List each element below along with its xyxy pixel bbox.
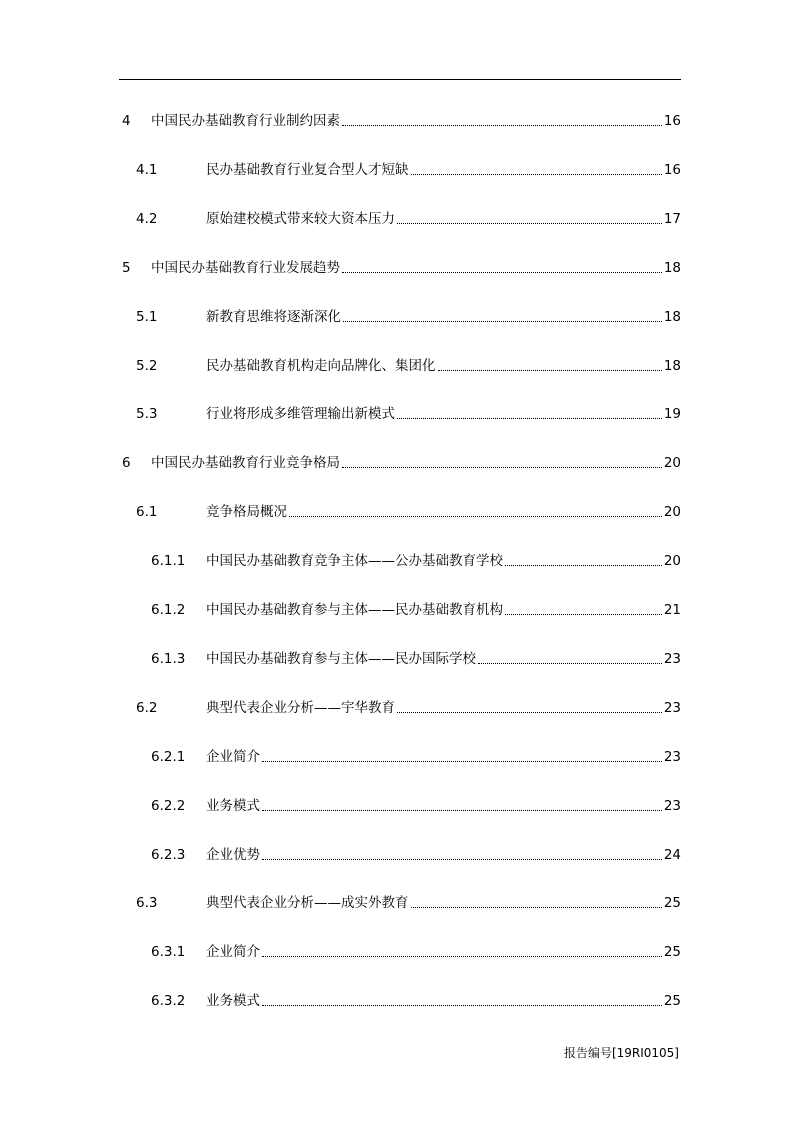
dot-leader [262, 810, 662, 811]
toc-entry-number: 5.2 [136, 357, 158, 374]
toc-entry-title: 业务模式 [206, 797, 260, 814]
toc-entry[interactable] [122, 108, 681, 130]
toc-entry-number: 5.1 [136, 308, 158, 325]
dot-leader [342, 467, 662, 468]
toc-entry-number: 6 [122, 455, 131, 472]
toc-entry-number: 5.3 [136, 406, 158, 423]
toc-entry-page: 18 [663, 259, 681, 276]
toc-entry-title: 行业将形成多维管理输出新模式 [206, 406, 395, 423]
toc-entry[interactable] [136, 401, 681, 423]
toc-entry[interactable] [151, 988, 681, 1010]
dot-leader [397, 223, 662, 224]
toc-entry[interactable] [136, 695, 681, 717]
toc-entry-number: 4.1 [136, 161, 158, 178]
toc-entry-title: 中国民办基础教育参与主体——民办基础教育机构 [206, 602, 503, 618]
dot-leader [262, 761, 662, 762]
toc-entry[interactable] [136, 499, 681, 521]
toc-entry-page: 18 [663, 308, 681, 325]
toc-entry[interactable] [151, 548, 681, 570]
dot-leader [262, 1005, 662, 1006]
toc-entry-title: 企业优势 [206, 846, 260, 863]
toc-entry-page: 25 [663, 993, 681, 1010]
toc-entry-title: 中国民办基础教育竞争主体——公办基础教育学校 [206, 553, 503, 570]
dot-leader [343, 321, 662, 322]
toc-entry[interactable] [151, 646, 681, 668]
toc-entry-page: 19 [663, 406, 681, 423]
toc-entry[interactable] [151, 793, 681, 815]
top-rule [119, 79, 681, 80]
dot-leader [262, 956, 662, 957]
toc-entry-number: 6.3.1 [151, 944, 186, 961]
toc-entry[interactable] [151, 842, 681, 864]
toc-entry[interactable] [151, 939, 681, 961]
toc-entry-number: 5 [122, 259, 131, 276]
toc-entry-page: 20 [663, 455, 681, 472]
toc-entry-number: 6.3 [136, 895, 158, 912]
toc-entry-page: 25 [663, 944, 681, 961]
toc-entry[interactable] [151, 597, 681, 619]
toc-entry-number: 6.2 [136, 699, 158, 716]
toc-entry-title: 原始建校模式带来较大资本压力 [206, 210, 395, 227]
toc-entry[interactable] [151, 744, 681, 766]
dot-leader [397, 712, 662, 713]
dot-leader [342, 125, 662, 126]
toc-entry-title: 业务模式 [206, 993, 260, 1010]
dot-leader [478, 663, 662, 664]
toc-entry[interactable] [136, 206, 681, 228]
dot-leader [505, 565, 662, 566]
toc-entry-title: 中国民办基础教育行业制约因素 [151, 113, 340, 129]
toc-entry-title: 典型代表企业分析——宇华教育 [206, 699, 395, 716]
toc-entry-title: 中国民办基础教育行业竞争格局 [151, 455, 340, 472]
toc-entry-page: 23 [663, 699, 681, 716]
toc-entry-title: 中国民办基础教育参与主体——民办国际学校 [206, 650, 476, 667]
toc-entry-title: 民办基础教育行业复合型人才短缺 [206, 161, 409, 178]
toc-entry-page: 23 [663, 797, 681, 814]
toc-entry-page: 25 [663, 895, 681, 912]
dot-leader [289, 516, 662, 517]
toc-entry-title: 新教育思维将逐渐深化 [206, 308, 341, 325]
toc-entry-title: 民办基础教育机构走向品牌化、集团化 [206, 357, 436, 374]
toc-entry-number: 6.2.2 [151, 797, 186, 814]
dot-leader [411, 174, 662, 175]
dot-leader [342, 272, 662, 273]
toc-entry-page: 23 [663, 650, 681, 667]
toc-entry-page: 21 [663, 602, 681, 618]
toc-entry-number: 6.1.3 [151, 650, 186, 667]
toc-entry-page: 18 [663, 357, 681, 374]
toc-entry-number: 6.1.1 [151, 553, 186, 570]
toc-entry[interactable] [136, 353, 681, 375]
toc-entry[interactable] [136, 890, 681, 912]
toc-entry-title: 企业简介 [206, 748, 260, 765]
toc-entry[interactable] [122, 450, 681, 472]
toc-entry-title: 中国民办基础教育行业发展趋势 [151, 259, 340, 276]
dot-leader [397, 418, 662, 419]
toc-entry-page: 17 [663, 210, 681, 227]
toc-entry-number: 6.1 [136, 504, 158, 521]
dot-leader [438, 370, 662, 371]
dot-leader [262, 859, 662, 860]
toc-entry-number: 6.3.2 [151, 993, 186, 1010]
toc-entry-page: 24 [663, 846, 681, 863]
toc-entry-number: 4.2 [136, 210, 158, 227]
toc-entry-number: 6.2.3 [151, 846, 186, 863]
dot-leader [411, 907, 662, 908]
toc-entry-page: 20 [663, 504, 681, 521]
toc-entry-title: 企业简介 [206, 944, 260, 961]
toc-entry[interactable] [136, 304, 681, 326]
toc-entry-number: 6.1.2 [151, 602, 186, 618]
toc-entry-page: 23 [663, 748, 681, 765]
toc-entry-page: 20 [663, 553, 681, 570]
toc-entry-number: 4 [122, 113, 131, 129]
toc-entry[interactable] [136, 157, 681, 179]
toc-entry-page: 16 [663, 161, 681, 178]
toc-entry-title: 典型代表企业分析——成实外教育 [206, 895, 409, 912]
toc-entry-page: 16 [663, 113, 681, 129]
toc-entry-title: 竞争格局概况 [206, 504, 287, 521]
report-number: 报告编号[19RI0105] [563, 1046, 679, 1060]
toc-entry-number: 6.2.1 [151, 748, 186, 765]
dot-leader [505, 614, 662, 615]
toc-entry[interactable] [122, 255, 681, 277]
